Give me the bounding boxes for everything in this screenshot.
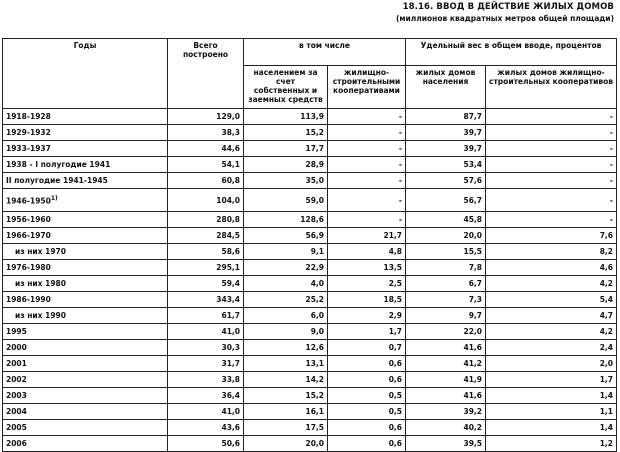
cell-coop-share: - — [486, 173, 617, 189]
cell-coop: - — [328, 157, 406, 173]
cell-population: 35,0 — [244, 173, 328, 189]
cell-coop: 0,6 — [328, 420, 406, 436]
cell-coop: 2,9 — [328, 308, 406, 324]
cell-total: 59,4 — [168, 276, 244, 292]
year-label: из них 1980 — [15, 279, 66, 288]
cell-population: 15,2 — [244, 388, 328, 404]
cell-pop-share: 15,5 — [406, 244, 486, 260]
header-share: Удельный вес в общем вводе, процентов — [406, 39, 617, 66]
cell-coop-share: 5,4 — [486, 292, 617, 308]
year-label: 2001 — [6, 359, 27, 368]
year-label: 2000 — [6, 343, 27, 352]
cell-coop-share: 8,2 — [486, 244, 617, 260]
cell-coop-share: 4,2 — [486, 324, 617, 340]
cell-coop-share: 4,6 — [486, 260, 617, 276]
year-label: 1986-1990 — [6, 295, 51, 304]
footnote-mark: 1) — [50, 194, 58, 202]
table-title — [396, 2, 614, 24]
cell-pop-share: 87,7 — [406, 109, 486, 125]
cell-total: 58,6 — [168, 244, 244, 260]
cell-pop-share: 39,7 — [406, 125, 486, 141]
table-row — [3, 308, 617, 324]
cell-population: 59,0 — [244, 189, 328, 212]
cell-coop: 0,5 — [328, 404, 406, 420]
cell-population: 6,0 — [244, 308, 328, 324]
cell-total: 41,0 — [168, 404, 244, 420]
cell-coop: 0,6 — [328, 356, 406, 372]
cell-coop: 2,5 — [328, 276, 406, 292]
cell-population: 17,7 — [244, 141, 328, 157]
cell-total: 129,0 — [168, 109, 244, 125]
cell-coop-share: 1,2 — [486, 436, 617, 452]
cell-total: 36,4 — [168, 388, 244, 404]
cell-pop-share: 39,5 — [406, 436, 486, 452]
year-label: 1966-1970 — [6, 231, 51, 240]
year-label: 1929-1932 — [6, 128, 51, 137]
cell-population: 4,0 — [244, 276, 328, 292]
cell-total: 38,3 — [168, 125, 244, 141]
cell-coop: - — [328, 109, 406, 125]
cell-total: 284,5 — [168, 228, 244, 244]
cell-coop-share: 1,4 — [486, 420, 617, 436]
cell-coop-share: 1,7 — [486, 372, 617, 388]
header-years: Годы — [3, 39, 168, 109]
cell-pop-share: 6,7 — [406, 276, 486, 292]
cell-pop-share: 20,0 — [406, 228, 486, 244]
year-label: 1933-1937 — [6, 144, 51, 153]
cell-coop: - — [328, 189, 406, 212]
cell-pop-share: 9,7 — [406, 308, 486, 324]
cell-coop-share: - — [486, 141, 617, 157]
cell-pop-share: 45,8 — [406, 212, 486, 228]
cell-pop-share: 39,2 — [406, 404, 486, 420]
cell-population: 113,9 — [244, 109, 328, 125]
table-row — [3, 404, 617, 420]
cell-coop-share: - — [486, 189, 617, 212]
cell-year — [3, 420, 168, 436]
cell-year — [3, 260, 168, 276]
cell-coop-share: - — [486, 125, 617, 141]
table-row — [3, 292, 617, 308]
cell-coop: 0,5 — [328, 388, 406, 404]
cell-pop-share: 41,9 — [406, 372, 486, 388]
year-label: 2006 — [6, 439, 27, 448]
year-label: 1956-1960 — [6, 215, 51, 224]
cell-population: 22,9 — [244, 260, 328, 276]
cell-total: 41,0 — [168, 324, 244, 340]
housing-table — [2, 38, 617, 452]
cell-year — [3, 109, 168, 125]
table-row — [3, 372, 617, 388]
table-row — [3, 244, 617, 260]
cell-year — [3, 292, 168, 308]
table-row — [3, 420, 617, 436]
cell-year — [3, 157, 168, 173]
cell-pop-share: 57,6 — [406, 173, 486, 189]
cell-population: 16,1 — [244, 404, 328, 420]
cell-pop-share: 53,4 — [406, 157, 486, 173]
cell-coop-share: - — [486, 109, 617, 125]
cell-total: 343,4 — [168, 292, 244, 308]
cell-year — [3, 340, 168, 356]
table-row — [3, 324, 617, 340]
cell-coop: 0,6 — [328, 436, 406, 452]
cell-population: 13,1 — [244, 356, 328, 372]
cell-population: 20,0 — [244, 436, 328, 452]
year-label: из них 1990 — [15, 311, 66, 320]
cell-pop-share: 41,2 — [406, 356, 486, 372]
cell-population: 28,9 — [244, 157, 328, 173]
cell-pop-share: 41,6 — [406, 340, 486, 356]
cell-year — [3, 388, 168, 404]
cell-total: 43,6 — [168, 420, 244, 436]
cell-population: 128,6 — [244, 212, 328, 228]
cell-coop: - — [328, 212, 406, 228]
cell-population: 9,1 — [244, 244, 328, 260]
cell-coop-share: 2,0 — [486, 356, 617, 372]
year-label: 2003 — [6, 391, 27, 400]
year-label: 2004 — [6, 407, 27, 416]
cell-pop-share: 22,0 — [406, 324, 486, 340]
table-row — [3, 228, 617, 244]
cell-coop-share: - — [486, 212, 617, 228]
cell-pop-share: 56,7 — [406, 189, 486, 212]
title-line-2: (миллионов квадратных метров общей площади) — [395, 14, 614, 23]
cell-total: 33,8 — [168, 372, 244, 388]
table-row — [3, 141, 617, 157]
table-row — [3, 173, 617, 189]
cell-coop: - — [328, 173, 406, 189]
cell-year — [3, 125, 168, 141]
cell-coop-share: 7,6 — [486, 228, 617, 244]
cell-pop-share: 39,7 — [406, 141, 486, 157]
header-coop: жилищно-строительными кооперативами — [328, 66, 406, 109]
cell-total: 44,6 — [168, 141, 244, 157]
year-label: 1946-1950 — [6, 196, 51, 206]
cell-coop-share: - — [486, 157, 617, 173]
cell-coop-share: 2,4 — [486, 340, 617, 356]
cell-population: 56,9 — [244, 228, 328, 244]
cell-total: 295,1 — [168, 260, 244, 276]
header-pop-share: жилых домов населения — [406, 66, 486, 109]
cell-year — [3, 324, 168, 340]
cell-coop-share: 4,2 — [486, 276, 617, 292]
header-population: населением за счет собственных и заемных средств — [244, 66, 328, 109]
table-row — [3, 388, 617, 404]
cell-population: 14,2 — [244, 372, 328, 388]
table-row — [3, 125, 617, 141]
cell-total: 280,8 — [168, 212, 244, 228]
cell-population: 9,0 — [244, 324, 328, 340]
cell-year — [3, 308, 168, 324]
cell-total: 50,6 — [168, 436, 244, 452]
cell-pop-share: 7,3 — [406, 292, 486, 308]
year-label: 2005 — [6, 423, 27, 432]
year-label: II полугодие 1941-1945 — [6, 176, 108, 185]
year-label: 1938 - I полугодие 1941 — [6, 160, 111, 169]
cell-coop: 21,7 — [328, 228, 406, 244]
cell-coop: - — [328, 141, 406, 157]
cell-year — [3, 356, 168, 372]
cell-year — [3, 228, 168, 244]
cell-population: 17,5 — [244, 420, 328, 436]
table-body — [3, 109, 617, 452]
table-row — [3, 356, 617, 372]
cell-coop-share: 1,1 — [486, 404, 617, 420]
table-row — [3, 212, 617, 228]
year-label: 1995 — [6, 327, 27, 336]
cell-population: 15,2 — [244, 125, 328, 141]
title-line-1: 18.16. ВВОД В ДЕЙСТВИЕ ЖИЛЫХ ДОМОВ — [402, 2, 614, 12]
cell-year — [3, 189, 168, 212]
year-label: 2002 — [6, 375, 27, 384]
table-row — [3, 157, 617, 173]
cell-coop-share: 4,7 — [486, 308, 617, 324]
cell-year — [3, 276, 168, 292]
cell-coop-share: 1,4 — [486, 388, 617, 404]
cell-year — [3, 141, 168, 157]
cell-total: 61,7 — [168, 308, 244, 324]
table-row — [3, 109, 617, 125]
cell-total: 60,8 — [168, 173, 244, 189]
cell-pop-share: 7,8 — [406, 260, 486, 276]
cell-year — [3, 173, 168, 189]
cell-coop: 0,7 — [328, 340, 406, 356]
header-including: в том числе — [244, 39, 406, 66]
year-label: 1976-1980 — [6, 263, 51, 272]
cell-year — [3, 404, 168, 420]
year-label: 1918-1928 — [6, 112, 51, 121]
cell-year — [3, 244, 168, 260]
cell-total: 104,0 — [168, 189, 244, 212]
cell-coop: 13,5 — [328, 260, 406, 276]
cell-year — [3, 372, 168, 388]
cell-coop: 1,7 — [328, 324, 406, 340]
cell-pop-share: 41,6 — [406, 388, 486, 404]
cell-coop: 4,8 — [328, 244, 406, 260]
table-row — [3, 260, 617, 276]
header-coop-share: жилых домов жилищно-строительных кооперативов — [486, 66, 617, 109]
cell-total: 30,3 — [168, 340, 244, 356]
cell-total: 31,7 — [168, 356, 244, 372]
cell-year — [3, 212, 168, 228]
cell-total: 54,1 — [168, 157, 244, 173]
table-row — [3, 189, 617, 212]
cell-coop: 0,6 — [328, 372, 406, 388]
cell-coop: 18,5 — [328, 292, 406, 308]
table-row — [3, 340, 617, 356]
header-total: Всего построено — [168, 39, 244, 109]
year-label: из них 1970 — [15, 247, 66, 256]
cell-pop-share: 40,2 — [406, 420, 486, 436]
cell-population: 12,6 — [244, 340, 328, 356]
table-row — [3, 276, 617, 292]
cell-population: 25,2 — [244, 292, 328, 308]
cell-coop: - — [328, 125, 406, 141]
